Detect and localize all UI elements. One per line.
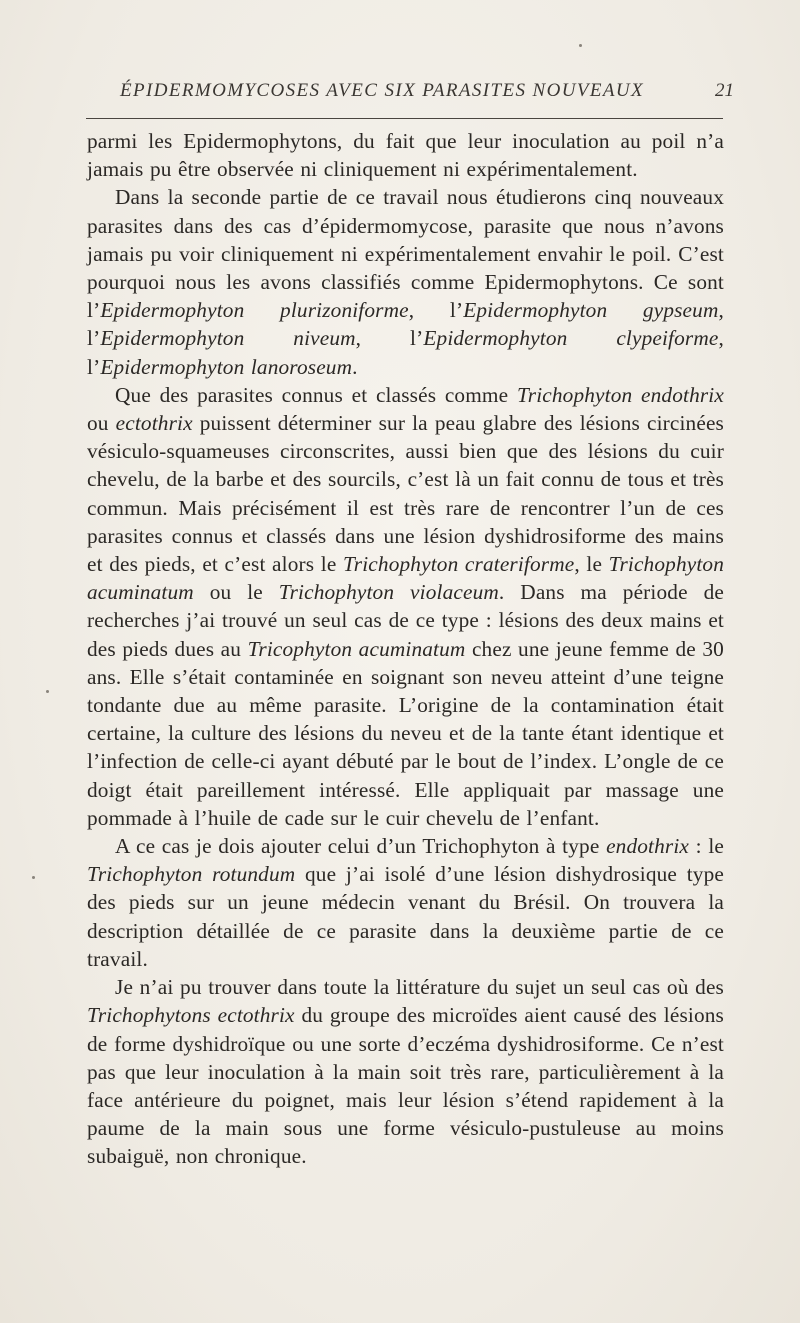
text-run: du groupe des microïdes aient causé des lésions de forme dyshidroïque ou une sorte d’eczéma dyshidrosiforme. Ce n’est pas que leur inoculation à la main soit très rare, particulièrement à la face antérieure du poignet, mais leur lésion s’étend rapidement à la paume de la main sous une forme vésiculo-pustuleuse au moins subaiguë, non chronique. bbox=[87, 1003, 724, 1169]
text-run: parmi les Epidermophytons, du fait que leur inoculation au poil n’a jamais pu être observée ni cliniquement ni expérimentalement. bbox=[87, 129, 724, 182]
italic-species-name: Trichophyton rotundum bbox=[87, 862, 296, 887]
text-run: . bbox=[352, 354, 358, 379]
text-run: , l’ bbox=[87, 326, 724, 379]
page-number: 21 bbox=[715, 80, 734, 101]
text-run: ou bbox=[87, 411, 116, 436]
paragraph-2 bbox=[87, 183, 724, 380]
text-run: , l’ bbox=[355, 326, 424, 351]
text-run: , l’ bbox=[408, 298, 464, 323]
text-run: , le bbox=[574, 552, 609, 577]
header-rule bbox=[86, 118, 723, 119]
text-run: Que des parasites connus et classés comme bbox=[115, 382, 517, 407]
text-run: : le bbox=[689, 834, 724, 859]
text-run: que j’ai isolé d’une lésion dishydrosique type des pieds sur un jeune médecin venant du Brésil. On trouvera la description détaillée de ce parasite dans la deuxième partie de ce travail. bbox=[87, 862, 724, 971]
italic-species-name: ectothrix bbox=[115, 411, 193, 436]
italic-species-name: Epidermophyton plurizoniforme bbox=[100, 298, 409, 323]
paragraph-4 bbox=[87, 832, 724, 973]
text-run: A ce cas je dois ajouter celui d’un Trichophyton à type bbox=[115, 834, 607, 859]
italic-species-name: Epidermophyton gypseum bbox=[463, 298, 719, 323]
italic-species-name: Epidermophyton niveum bbox=[100, 326, 356, 351]
text-run: . Dans ma période de recherches j’ai trouvé un seul cas de ce type : lésions des deux mains et des pieds dues au bbox=[87, 580, 724, 661]
italic-species-name: Trichophyton crateriforme bbox=[342, 552, 575, 577]
italic-species-name: Trichophyton endothrix bbox=[516, 382, 724, 407]
body-text bbox=[87, 127, 724, 1171]
paragraph-3 bbox=[87, 381, 724, 832]
italic-species-name: Tricophyton acuminatum bbox=[247, 636, 466, 661]
text-run: Je n’ai pu trouver dans toute la littérature du sujet un seul cas où des bbox=[115, 975, 724, 1000]
italic-species-name: endothrix bbox=[606, 834, 690, 859]
paragraph-1 bbox=[87, 127, 724, 183]
italic-species-name: Trichophyton acuminatum bbox=[87, 552, 725, 605]
italic-species-name: Trichophytons ectothrix bbox=[87, 1003, 295, 1028]
italic-species-name: Trichophyton violaceum bbox=[278, 580, 499, 605]
italic-species-name: Epidermophyton lanoroseum bbox=[100, 354, 353, 379]
margin-speck bbox=[579, 44, 582, 47]
text-run: , l’ bbox=[87, 298, 724, 351]
text-run: puissent déterminer sur la peau glabre des lésions circinées vésiculo-squameuses circonscrites, aussi bien que des lésions du cuir chevelu, de la barbe et des sourcils, c’est là un fait connu de tous et très commun. Mais précisément il est très rare de rencontrer l’un de ces parasites connus et classés dans une lésion dyshidrosiforme des mains et des pieds, et c’est alors le bbox=[87, 411, 724, 577]
margin-speck bbox=[46, 690, 49, 693]
running-head bbox=[120, 80, 740, 106]
text-run: ou le bbox=[193, 580, 279, 605]
italic-species-name: Epidermophyton clypeiforme bbox=[423, 326, 719, 351]
text-run: Dans la seconde partie de ce travail nous étudierons cinq nouveaux parasites dans des cas d’épidermomycose, parasite que nous n’avons jamais pu voir cliniquement ni expérimentalement envahir le poil. C’est pourquoi nous les avons classifiés comme Epidermophytons. Ce sont l’ bbox=[87, 185, 724, 323]
running-title: ÉPIDERMOMYCOSES AVEC SIX PARASITES NOUVEAUX bbox=[120, 80, 644, 101]
text-run: chez une jeune femme de 30 ans. Elle s’était contaminée en soignant son neveu atteint d’une teigne tondante due au même parasite. L’origine de la contamination était certaine, la culture des lésions du neveu et de la tante étant identique et l’infection de celle-ci ayant débuté par le bout de l’index. L’ongle de ce doigt était pareillement intéressé. Elle appliquait par massage une pommade à l’huile de cade sur le cuir chevelu de l’enfant. bbox=[87, 636, 724, 830]
paragraph-5 bbox=[87, 973, 724, 1170]
margin-speck bbox=[32, 876, 35, 879]
